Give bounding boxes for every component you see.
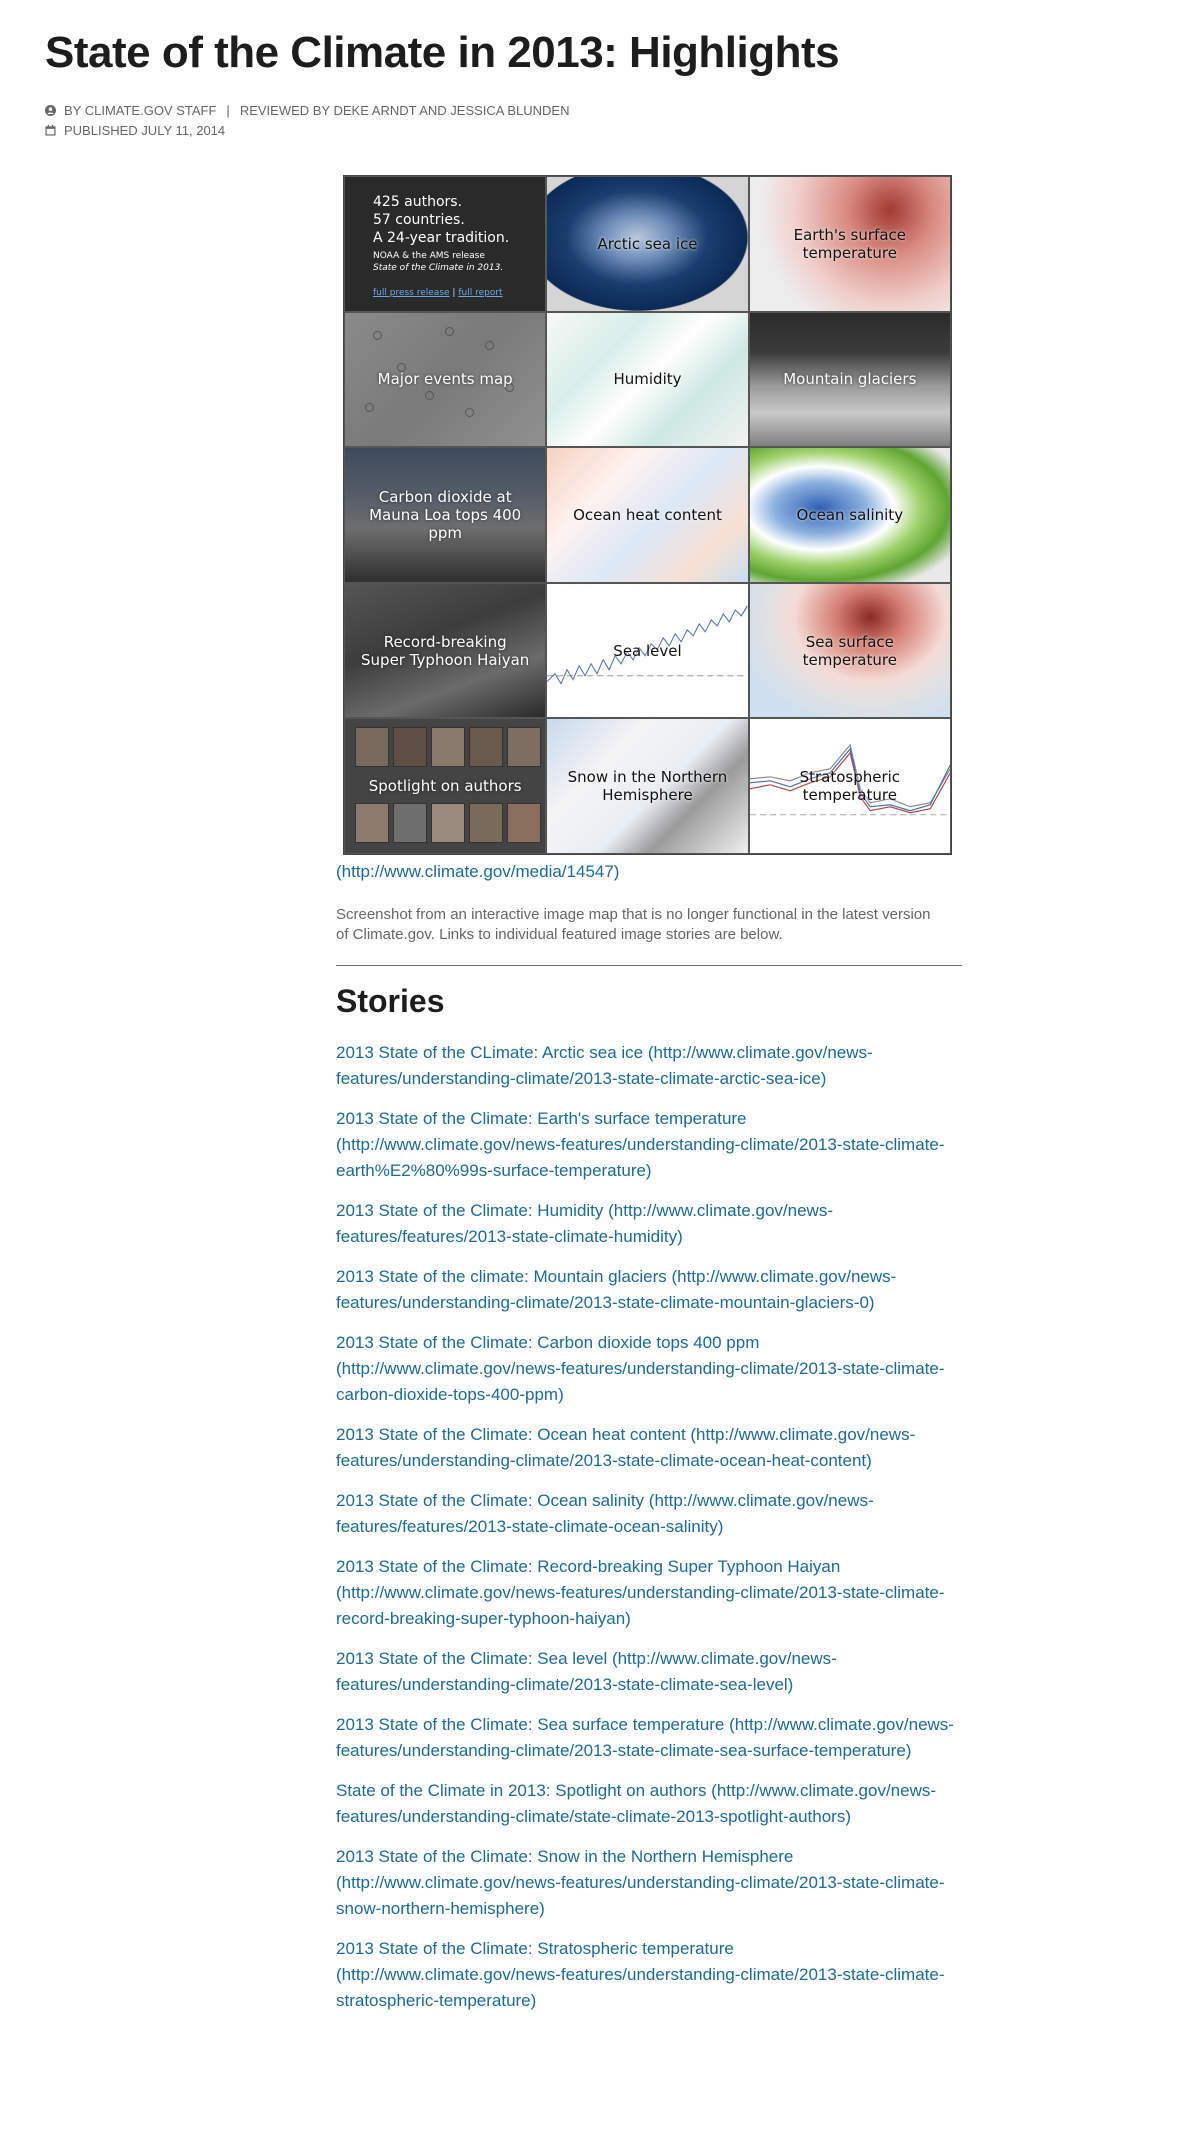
tile-label: Major events map (377, 370, 513, 389)
stories-list (336, 1040, 956, 2028)
story-link[interactable]: 2013 State of the Climate: Stratospheric temperature (http://www.climate.gov/news-features/understanding-climate/2013-state-climate-stratospheric-temperature) (336, 1939, 945, 2010)
divider (336, 965, 962, 966)
tile-label: Carbon dioxide at Mauna Loa tops 400 ppm (369, 487, 522, 542)
tile-snow-northern-hemisphere[interactable] (546, 718, 748, 854)
author-text: BY CLIMATE.GOV STAFF (64, 103, 217, 118)
tile-label: Stratospheric temperature (799, 768, 901, 805)
reviewed-text: REVIEWED BY DEKE ARNDT AND JESSICA BLUNDEN (239, 103, 570, 118)
tile-typhoon-haiyan[interactable] (344, 583, 546, 719)
tile-label: Ocean heat content (573, 505, 722, 524)
tile-stratospheric-temperature[interactable] (749, 718, 951, 854)
tile-label: Snow in the Northern Hemisphere (567, 768, 728, 805)
story-link[interactable]: 2013 State of the Climate: Earth's surface temperature (http://www.climate.gov/news-features/understanding-climate/2013-state-climate-earth%E2%80%99s-surface-temperature) (336, 1109, 945, 1180)
tile-label: Record-breaking Super Typhoon Haiyan (361, 632, 530, 669)
list-item (336, 1646, 956, 1698)
list-item (336, 1844, 956, 1922)
story-link[interactable]: 2013 State of the Climate: Ocean salinity (http://www.climate.gov/news-features/features/2013-state-climate-ocean-salinity) (336, 1491, 874, 1536)
release-line: NOAA & the AMS release (373, 251, 485, 261)
list-item (336, 1712, 956, 1764)
published-line (45, 123, 225, 138)
story-link[interactable]: 2013 State of the Climate: Ocean heat content (http://www.climate.gov/news-features/understanding-climate/2013-state-climate-ocean-heat-content) (336, 1425, 916, 1470)
intro-release (373, 250, 503, 274)
list-item (336, 1040, 956, 1092)
story-link[interactable]: 2013 State of the Climate: Sea surface temperature (http://www.climate.gov/news-features/understanding-climate/2013-state-climate-sea-surface-temperature) (336, 1715, 954, 1760)
tile-label: Sea level (613, 641, 682, 660)
list-item (336, 1198, 956, 1250)
story-link[interactable]: 2013 State of the Climate: Humidity (http://www.climate.gov/news-features/features/2013-state-climate-humidity) (336, 1201, 833, 1246)
calendar-icon (45, 125, 56, 136)
story-link[interactable]: 2013 State of the CLimate: Arctic sea ice (http://www.climate.gov/news-features/understanding-climate/2013-state-climate-arctic-sea-ice) (336, 1043, 873, 1088)
list-item (336, 1488, 956, 1540)
story-link[interactable]: 2013 State of the Climate: Record-breaking Super Typhoon Haiyan (http://www.climate.gov/news-features/understanding-climate/2013-state-climate-record-breaking-super-typhoon-haiyan) (336, 1557, 945, 1628)
tile-label: Humidity (613, 370, 682, 389)
tile-sea-surface-temperature[interactable] (749, 583, 951, 719)
byline-separator: | (226, 103, 230, 118)
published-date: PUBLISHED JULY 11, 2014 (64, 123, 226, 138)
list-item (336, 1330, 956, 1408)
intro-lines: 425 authors. 57 countries. A 24-year tradition. (373, 194, 510, 246)
tile-sea-level[interactable] (546, 583, 748, 719)
story-link[interactable]: 2013 State of the Climate: Snow in the Northern Hemisphere (http://www.climate.gov/news-features/understanding-climate/2013-state-climate-snow-northern-hemisphere) (336, 1847, 945, 1918)
byline (45, 103, 569, 118)
tile-label: Sea surface temperature (802, 632, 897, 669)
tile-earth-surface-temperature[interactable] (749, 176, 951, 312)
media-link[interactable]: (http://www.climate.gov/media/14547) (336, 862, 620, 881)
tile-label: Earth's surface temperature (793, 225, 906, 262)
tile-ocean-salinity[interactable] (749, 447, 951, 583)
release-title: State of the Climate in 2013. (373, 263, 504, 273)
tile-label: Arctic sea ice (597, 234, 698, 253)
tile-ocean-heat-content[interactable] (546, 447, 748, 583)
intro-tile (344, 176, 546, 312)
list-item (336, 1264, 956, 1316)
tile-label: Spotlight on authors (368, 777, 522, 796)
page-title: State of the Climate in 2013: Highlights (45, 28, 840, 77)
press-release-link[interactable]: full press release (373, 288, 450, 298)
story-link[interactable]: 2013 State of the Climate: Sea level (http://www.climate.gov/news-features/understanding-climate/2013-state-climate-sea-level) (336, 1649, 837, 1694)
stories-heading: Stories (336, 983, 445, 1019)
story-link[interactable]: 2013 State of the Climate: Carbon dioxide tops 400 ppm (http://www.climate.gov/news-features/understanding-climate/2013-state-climate-carbon-dioxide-tops-400-ppm) (336, 1333, 945, 1404)
caption-text: Screenshot from an interactive image map that is no longer functional in the latest version of Climate.gov. Links to individual featured image stories are below. (336, 906, 931, 943)
intro-link-separator: | (452, 288, 456, 298)
story-link[interactable]: State of the Climate in 2013: Spotlight on authors (http://www.climate.gov/news-features/understanding-climate/state-climate-2013-spotlight-authors) (336, 1781, 937, 1826)
tile-label: Mountain glaciers (783, 370, 917, 389)
story-link[interactable]: 2013 State of the climate: Mountain glaciers (http://www.climate.gov/news-features/understanding-climate/2013-state-climate-mountain-glaciers-0) (336, 1267, 897, 1312)
tile-humidity[interactable] (546, 312, 748, 448)
intro-links (373, 288, 503, 298)
image-map (343, 175, 952, 855)
list-item (336, 1106, 956, 1184)
tile-major-events-map[interactable] (344, 312, 546, 448)
tile-carbon-dioxide[interactable] (344, 447, 546, 583)
tile-mountain-glaciers[interactable] (749, 312, 951, 448)
tile-label: Ocean salinity (796, 505, 904, 524)
full-report-link[interactable]: full report (458, 288, 503, 298)
list-item (336, 1554, 956, 1632)
tile-arctic-sea-ice[interactable] (546, 176, 748, 312)
list-item (336, 1778, 956, 1830)
user-icon (45, 105, 56, 116)
list-item (336, 1936, 956, 2014)
tile-spotlight-authors[interactable] (344, 718, 546, 854)
list-item (336, 1422, 956, 1474)
